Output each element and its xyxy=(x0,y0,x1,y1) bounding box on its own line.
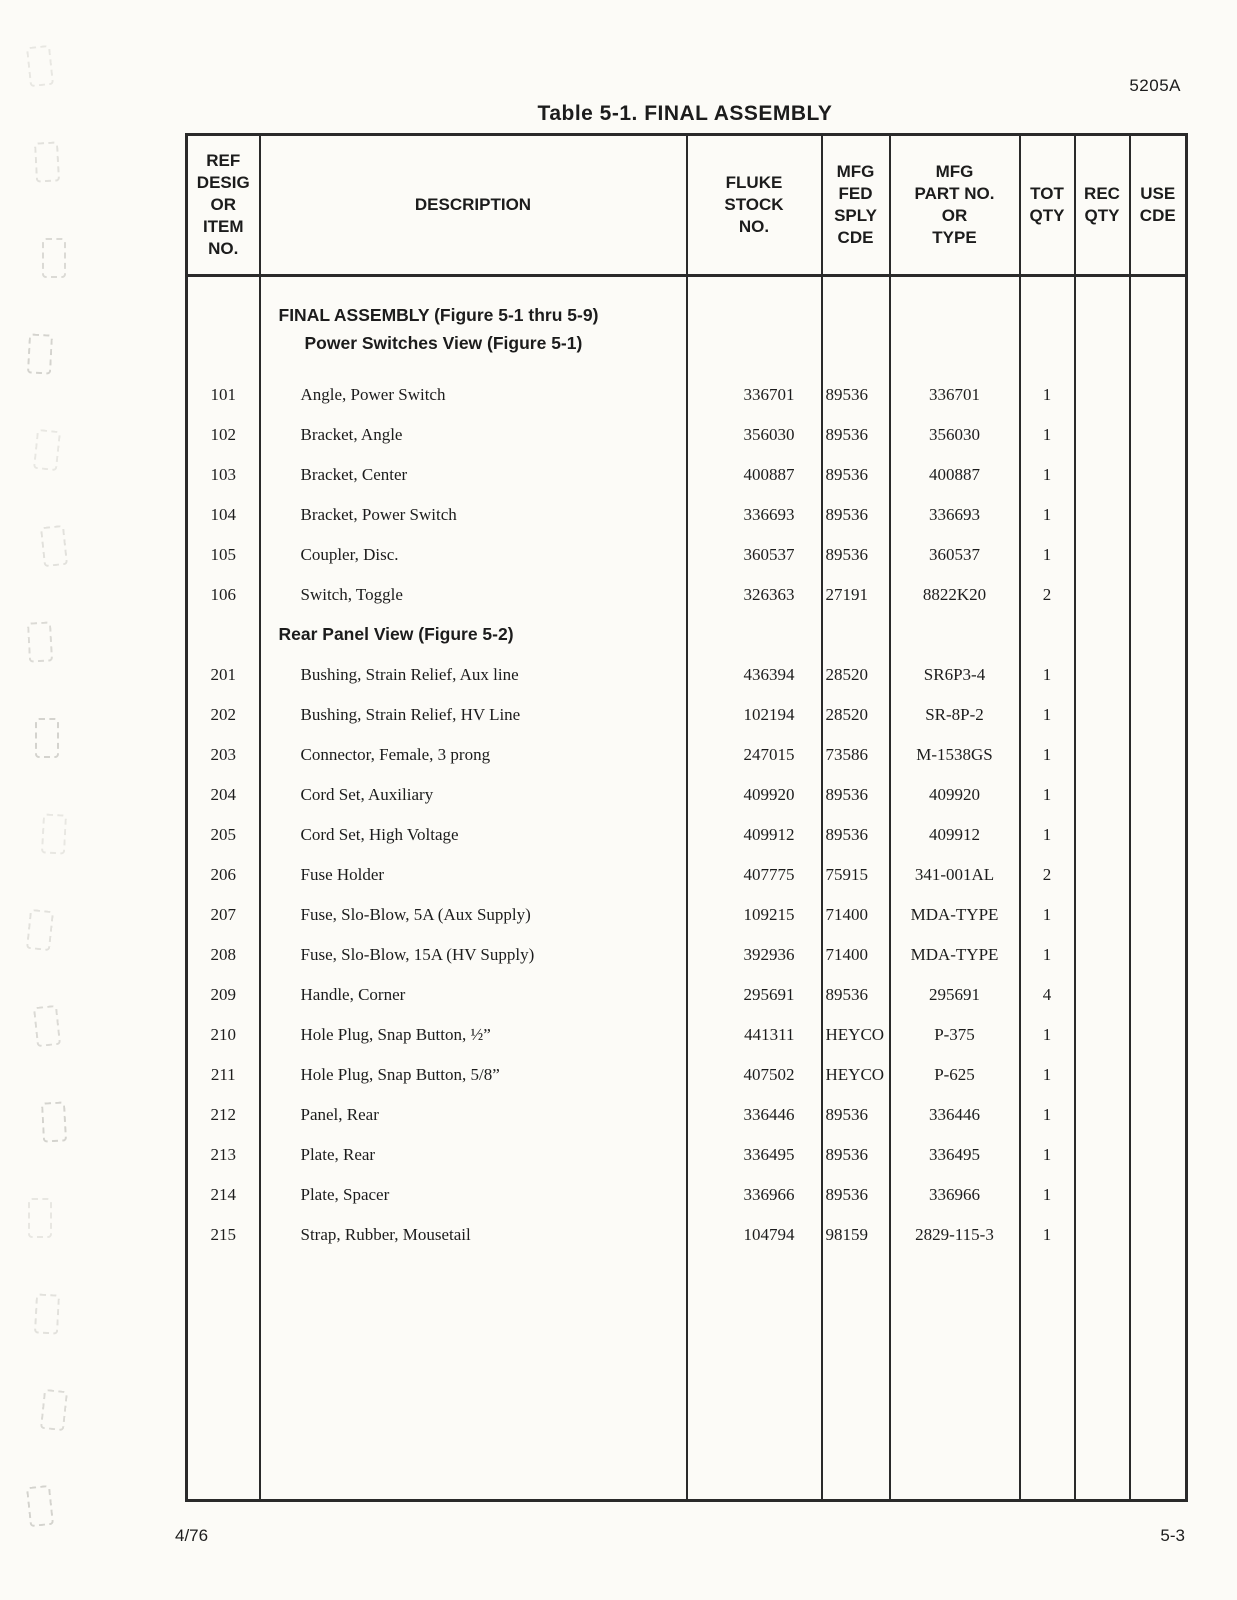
cell-ref: 211 xyxy=(187,1055,260,1095)
cell-stock: 392936 xyxy=(687,935,822,975)
cell-part: P-625 xyxy=(890,1055,1020,1095)
cell-fed: 89536 xyxy=(822,455,890,495)
table-row xyxy=(187,1095,1187,1135)
table-row xyxy=(187,455,1187,495)
cell-desc: Hole Plug, Snap Button, 5/8” xyxy=(260,1055,687,1095)
section-header-row xyxy=(187,615,1187,655)
cell-fed: 71400 xyxy=(822,935,890,975)
cell-fed: 98159 xyxy=(822,1215,890,1255)
binder-mark xyxy=(26,909,54,951)
cell-rec xyxy=(1075,895,1130,935)
table-body xyxy=(187,276,1187,1501)
cell-part: 336693 xyxy=(890,495,1020,535)
cell-part: 341-001AL xyxy=(890,855,1020,895)
cell-use xyxy=(1130,276,1187,375)
cell-ref: 204 xyxy=(187,775,260,815)
cell-ref: 210 xyxy=(187,1015,260,1055)
table-row xyxy=(187,1135,1187,1175)
cell-ref: 103 xyxy=(187,455,260,495)
section-header-row xyxy=(187,276,1187,375)
binder-mark xyxy=(34,141,60,182)
cell-tot xyxy=(1020,615,1075,655)
cell-tot: 1 xyxy=(1020,1215,1075,1255)
cell-desc: Bracket, Center xyxy=(260,455,687,495)
cell-rec xyxy=(1075,535,1130,575)
cell-use xyxy=(1130,1135,1187,1175)
cell-tot xyxy=(1020,1255,1075,1501)
cell-stock: 102194 xyxy=(687,695,822,735)
binder-mark xyxy=(33,1005,61,1047)
cell-tot: 1 xyxy=(1020,1135,1075,1175)
cell-desc: Angle, Power Switch xyxy=(260,375,687,415)
cell-ref: 102 xyxy=(187,415,260,455)
cell-tot: 1 xyxy=(1020,1175,1075,1215)
cell-rec xyxy=(1075,935,1130,975)
column-header-stock: FLUKE STOCK NO. xyxy=(687,135,822,276)
cell-use xyxy=(1130,615,1187,655)
cell-tot: 1 xyxy=(1020,815,1075,855)
cell-use xyxy=(1130,935,1187,975)
cell-fed: 89536 xyxy=(822,495,890,535)
cell-desc: Bracket, Power Switch xyxy=(260,495,687,535)
cell-desc: Hole Plug, Snap Button, ½” xyxy=(260,1015,687,1055)
cell-tot: 1 xyxy=(1020,1015,1075,1055)
cell-fed: 89536 xyxy=(822,415,890,455)
cell-part: 2829-115-3 xyxy=(890,1215,1020,1255)
cell-fed: 73586 xyxy=(822,735,890,775)
cell-tot: 2 xyxy=(1020,575,1075,615)
cell-stock: 326363 xyxy=(687,575,822,615)
column-header-tot: TOT QTY xyxy=(1020,135,1075,276)
cell-desc: Bracket, Angle xyxy=(260,415,687,455)
page-footer xyxy=(175,1526,1185,1546)
cell-ref: 106 xyxy=(187,575,260,615)
cell-stock: 104794 xyxy=(687,1215,822,1255)
cell-fed: 89536 xyxy=(822,975,890,1015)
column-header-part: MFG PART NO. OR TYPE xyxy=(890,135,1020,276)
section-title: Power Switches View (Figure 5-1) xyxy=(304,333,583,353)
cell-part: 336446 xyxy=(890,1095,1020,1135)
section-title: Rear Panel View (Figure 5-2) xyxy=(278,623,514,644)
cell-fed xyxy=(822,1255,890,1501)
cell-rec xyxy=(1075,575,1130,615)
cell-tot: 1 xyxy=(1020,495,1075,535)
cell-stock: 407775 xyxy=(687,855,822,895)
cell-tot: 1 xyxy=(1020,655,1075,695)
cell-use xyxy=(1130,1175,1187,1215)
cell-tot: 1 xyxy=(1020,455,1075,495)
cell-part xyxy=(890,276,1020,375)
cell-part: SR-8P-2 xyxy=(890,695,1020,735)
table-row xyxy=(187,775,1187,815)
cell-tot: 1 xyxy=(1020,1055,1075,1095)
cell-use xyxy=(1130,895,1187,935)
cell-tot: 1 xyxy=(1020,695,1075,735)
table-row xyxy=(187,1175,1187,1215)
cell-desc: Connector, Female, 3 prong xyxy=(260,735,687,775)
cell-fed: 71400 xyxy=(822,895,890,935)
cell-desc: Cord Set, Auxiliary xyxy=(260,775,687,815)
cell-part: P-375 xyxy=(890,1015,1020,1055)
cell-use xyxy=(1130,655,1187,695)
cell-rec xyxy=(1075,415,1130,455)
cell-part: 400887 xyxy=(890,455,1020,495)
cell-rec xyxy=(1075,695,1130,735)
binder-mark xyxy=(42,238,66,278)
cell-stock: 336693 xyxy=(687,495,822,535)
cell-use xyxy=(1130,695,1187,735)
cell-rec xyxy=(1075,1055,1130,1095)
binder-mark xyxy=(35,718,59,758)
column-header-rec: REC QTY xyxy=(1075,135,1130,276)
table-row xyxy=(187,1215,1187,1255)
cell-stock: 400887 xyxy=(687,455,822,495)
cell-fed: HEYCO xyxy=(822,1055,890,1095)
cell-ref: 212 xyxy=(187,1095,260,1135)
cell-tot xyxy=(1020,276,1075,375)
cell-rec xyxy=(1075,276,1130,375)
cell-use xyxy=(1130,1095,1187,1135)
table-row xyxy=(187,895,1187,935)
cell-stock: 441311 xyxy=(687,1015,822,1055)
cell-use xyxy=(1130,575,1187,615)
cell-part: SR6P3-4 xyxy=(890,655,1020,695)
cell-use xyxy=(1130,455,1187,495)
cell-use xyxy=(1130,855,1187,895)
table-row xyxy=(187,415,1187,455)
cell-stock: 336495 xyxy=(687,1135,822,1175)
cell-use xyxy=(1130,495,1187,535)
cell-use xyxy=(1130,1215,1187,1255)
cell-rec xyxy=(1075,1175,1130,1215)
table-title: Table 5-1. FINAL ASSEMBLY xyxy=(537,102,833,125)
cell-use xyxy=(1130,535,1187,575)
table-row xyxy=(187,815,1187,855)
cell-fed xyxy=(822,276,890,375)
cell-rec xyxy=(1075,455,1130,495)
cell-ref xyxy=(187,615,260,655)
binder-mark xyxy=(26,45,54,87)
footer-page-number: 5-3 xyxy=(1160,1526,1185,1545)
cell-part: 8822K20 xyxy=(890,575,1020,615)
cell-stock: 356030 xyxy=(687,415,822,455)
section-title: FINAL ASSEMBLY (Figure 5-1 thru 5-9) xyxy=(278,305,599,325)
cell-fed: 27191 xyxy=(822,575,890,615)
cell-stock: 436394 xyxy=(687,655,822,695)
cell-desc: Bushing, Strain Relief, Aux line xyxy=(260,655,687,695)
binder-mark xyxy=(41,813,67,854)
cell-desc: Switch, Toggle xyxy=(260,575,687,615)
cell-stock xyxy=(687,276,822,375)
cell-ref: 203 xyxy=(187,735,260,775)
cell-desc: Panel, Rear xyxy=(260,1095,687,1135)
cell-stock: 247015 xyxy=(687,735,822,775)
column-header-ref: REF DESIG OR ITEM NO. xyxy=(187,135,260,276)
cell-ref: 104 xyxy=(187,495,260,535)
cell-desc: Strap, Rubber, Mousetail xyxy=(260,1215,687,1255)
cell-part xyxy=(890,615,1020,655)
table-row xyxy=(187,695,1187,735)
table-row xyxy=(187,535,1187,575)
binder-mark xyxy=(26,1485,54,1527)
cell-fed: 89536 xyxy=(822,1175,890,1215)
table-row xyxy=(187,1055,1187,1095)
cell-stock xyxy=(687,615,822,655)
cell-rec xyxy=(1075,855,1130,895)
cell-stock: 295691 xyxy=(687,975,822,1015)
table-header xyxy=(187,135,1187,276)
cell-desc: Coupler, Disc. xyxy=(260,535,687,575)
binder-mark xyxy=(41,1101,67,1142)
cell-rec xyxy=(1075,815,1130,855)
cell-ref: 213 xyxy=(187,1135,260,1175)
cell-ref: 214 xyxy=(187,1175,260,1215)
cell-rec xyxy=(1075,735,1130,775)
cell-stock: 409912 xyxy=(687,815,822,855)
cell-part: 295691 xyxy=(890,975,1020,1015)
binder-mark xyxy=(34,1293,60,1334)
cell-tot: 1 xyxy=(1020,775,1075,815)
binder-mark xyxy=(27,621,53,662)
cell-stock xyxy=(687,1255,822,1501)
cell-tot: 2 xyxy=(1020,855,1075,895)
cell-tot: 1 xyxy=(1020,735,1075,775)
cell-tot: 1 xyxy=(1020,535,1075,575)
cell-rec xyxy=(1075,615,1130,655)
cell-fed: 89536 xyxy=(822,535,890,575)
cell-fed: 89536 xyxy=(822,775,890,815)
cell-desc: Plate, Rear xyxy=(260,1135,687,1175)
table-row xyxy=(187,935,1187,975)
binder-mark xyxy=(28,1198,52,1238)
column-header-desc: DESCRIPTION xyxy=(260,135,687,276)
cell-fed: 75915 xyxy=(822,855,890,895)
cell-tot: 1 xyxy=(1020,895,1075,935)
cell-tot: 1 xyxy=(1020,375,1075,415)
cell-fed: 89536 xyxy=(822,815,890,855)
table-row xyxy=(187,575,1187,615)
cell-stock: 409920 xyxy=(687,775,822,815)
cell-part: 360537 xyxy=(890,535,1020,575)
parts-table xyxy=(185,133,1188,1502)
cell-desc xyxy=(260,276,687,375)
cell-part: 409920 xyxy=(890,775,1020,815)
cell-rec xyxy=(1075,1095,1130,1135)
cell-use xyxy=(1130,735,1187,775)
cell-part xyxy=(890,1255,1020,1501)
cell-part: 356030 xyxy=(890,415,1020,455)
binder-mark xyxy=(33,429,61,471)
cell-fed xyxy=(822,615,890,655)
binder-mark xyxy=(27,333,53,374)
cell-ref xyxy=(187,1255,260,1501)
cell-part: 336966 xyxy=(890,1175,1020,1215)
cell-rec xyxy=(1075,1255,1130,1501)
cell-stock: 407502 xyxy=(687,1055,822,1095)
cell-fed: 28520 xyxy=(822,655,890,695)
cell-ref: 205 xyxy=(187,815,260,855)
cell-part: 409912 xyxy=(890,815,1020,855)
cell-part: M-1538GS xyxy=(890,735,1020,775)
cell-ref: 208 xyxy=(187,935,260,975)
cell-ref: 202 xyxy=(187,695,260,735)
cell-stock: 336701 xyxy=(687,375,822,415)
cell-rec xyxy=(1075,1015,1130,1055)
cell-stock: 336446 xyxy=(687,1095,822,1135)
filler-row xyxy=(187,1255,1187,1501)
cell-rec xyxy=(1075,1215,1130,1255)
cell-use xyxy=(1130,415,1187,455)
cell-rec xyxy=(1075,975,1130,1015)
cell-desc: Cord Set, High Voltage xyxy=(260,815,687,855)
cell-fed: 89536 xyxy=(822,1095,890,1135)
cell-desc: Bushing, Strain Relief, HV Line xyxy=(260,695,687,735)
cell-use xyxy=(1130,375,1187,415)
cell-ref: 101 xyxy=(187,375,260,415)
cell-tot: 1 xyxy=(1020,415,1075,455)
cell-ref: 201 xyxy=(187,655,260,695)
cell-ref: 105 xyxy=(187,535,260,575)
cell-desc: Plate, Spacer xyxy=(260,1175,687,1215)
cell-desc xyxy=(260,615,687,655)
cell-desc: Fuse, Slo-Blow, 15A (HV Supply) xyxy=(260,935,687,975)
cell-fed: 89536 xyxy=(822,1135,890,1175)
cell-rec xyxy=(1075,495,1130,535)
binder-mark xyxy=(40,525,68,567)
cell-rec xyxy=(1075,1135,1130,1175)
cell-desc: Fuse Holder xyxy=(260,855,687,895)
cell-ref: 206 xyxy=(187,855,260,895)
cell-part: 336495 xyxy=(890,1135,1020,1175)
table-row xyxy=(187,375,1187,415)
doc-number: 5205A xyxy=(1129,76,1181,95)
cell-ref: 207 xyxy=(187,895,260,935)
binder-mark xyxy=(40,1389,68,1431)
cell-stock: 109215 xyxy=(687,895,822,935)
cell-rec xyxy=(1075,655,1130,695)
table-row xyxy=(187,855,1187,895)
cell-tot: 1 xyxy=(1020,1095,1075,1135)
cell-fed: 28520 xyxy=(822,695,890,735)
cell-stock: 360537 xyxy=(687,535,822,575)
cell-fed: 89536 xyxy=(822,375,890,415)
column-header-use: USE CDE xyxy=(1130,135,1187,276)
cell-part: MDA-TYPE xyxy=(890,935,1020,975)
table-row xyxy=(187,655,1187,695)
table-row xyxy=(187,975,1187,1015)
table-row xyxy=(187,1015,1187,1055)
cell-stock: 336966 xyxy=(687,1175,822,1215)
header-row xyxy=(187,135,1187,276)
cell-fed: HEYCO xyxy=(822,1015,890,1055)
cell-use xyxy=(1130,1255,1187,1501)
cell-use xyxy=(1130,1015,1187,1055)
cell-desc: Fuse, Slo-Blow, 5A (Aux Supply) xyxy=(260,895,687,935)
table-row xyxy=(187,495,1187,535)
cell-rec xyxy=(1075,375,1130,415)
cell-part: MDA-TYPE xyxy=(890,895,1020,935)
cell-use xyxy=(1130,775,1187,815)
column-header-fed: MFG FED SPLY CDE xyxy=(822,135,890,276)
footer-date: 4/76 xyxy=(175,1526,209,1545)
cell-desc xyxy=(260,1255,687,1501)
cell-use xyxy=(1130,815,1187,855)
cell-ref xyxy=(187,276,260,375)
cell-use xyxy=(1130,975,1187,1015)
cell-desc: Handle, Corner xyxy=(260,975,687,1015)
cell-tot: 1 xyxy=(1020,935,1075,975)
cell-use xyxy=(1130,1055,1187,1095)
cell-rec xyxy=(1075,775,1130,815)
cell-ref: 209 xyxy=(187,975,260,1015)
cell-tot: 4 xyxy=(1020,975,1075,1015)
cell-ref: 215 xyxy=(187,1215,260,1255)
table-row xyxy=(187,735,1187,775)
cell-part: 336701 xyxy=(890,375,1020,415)
